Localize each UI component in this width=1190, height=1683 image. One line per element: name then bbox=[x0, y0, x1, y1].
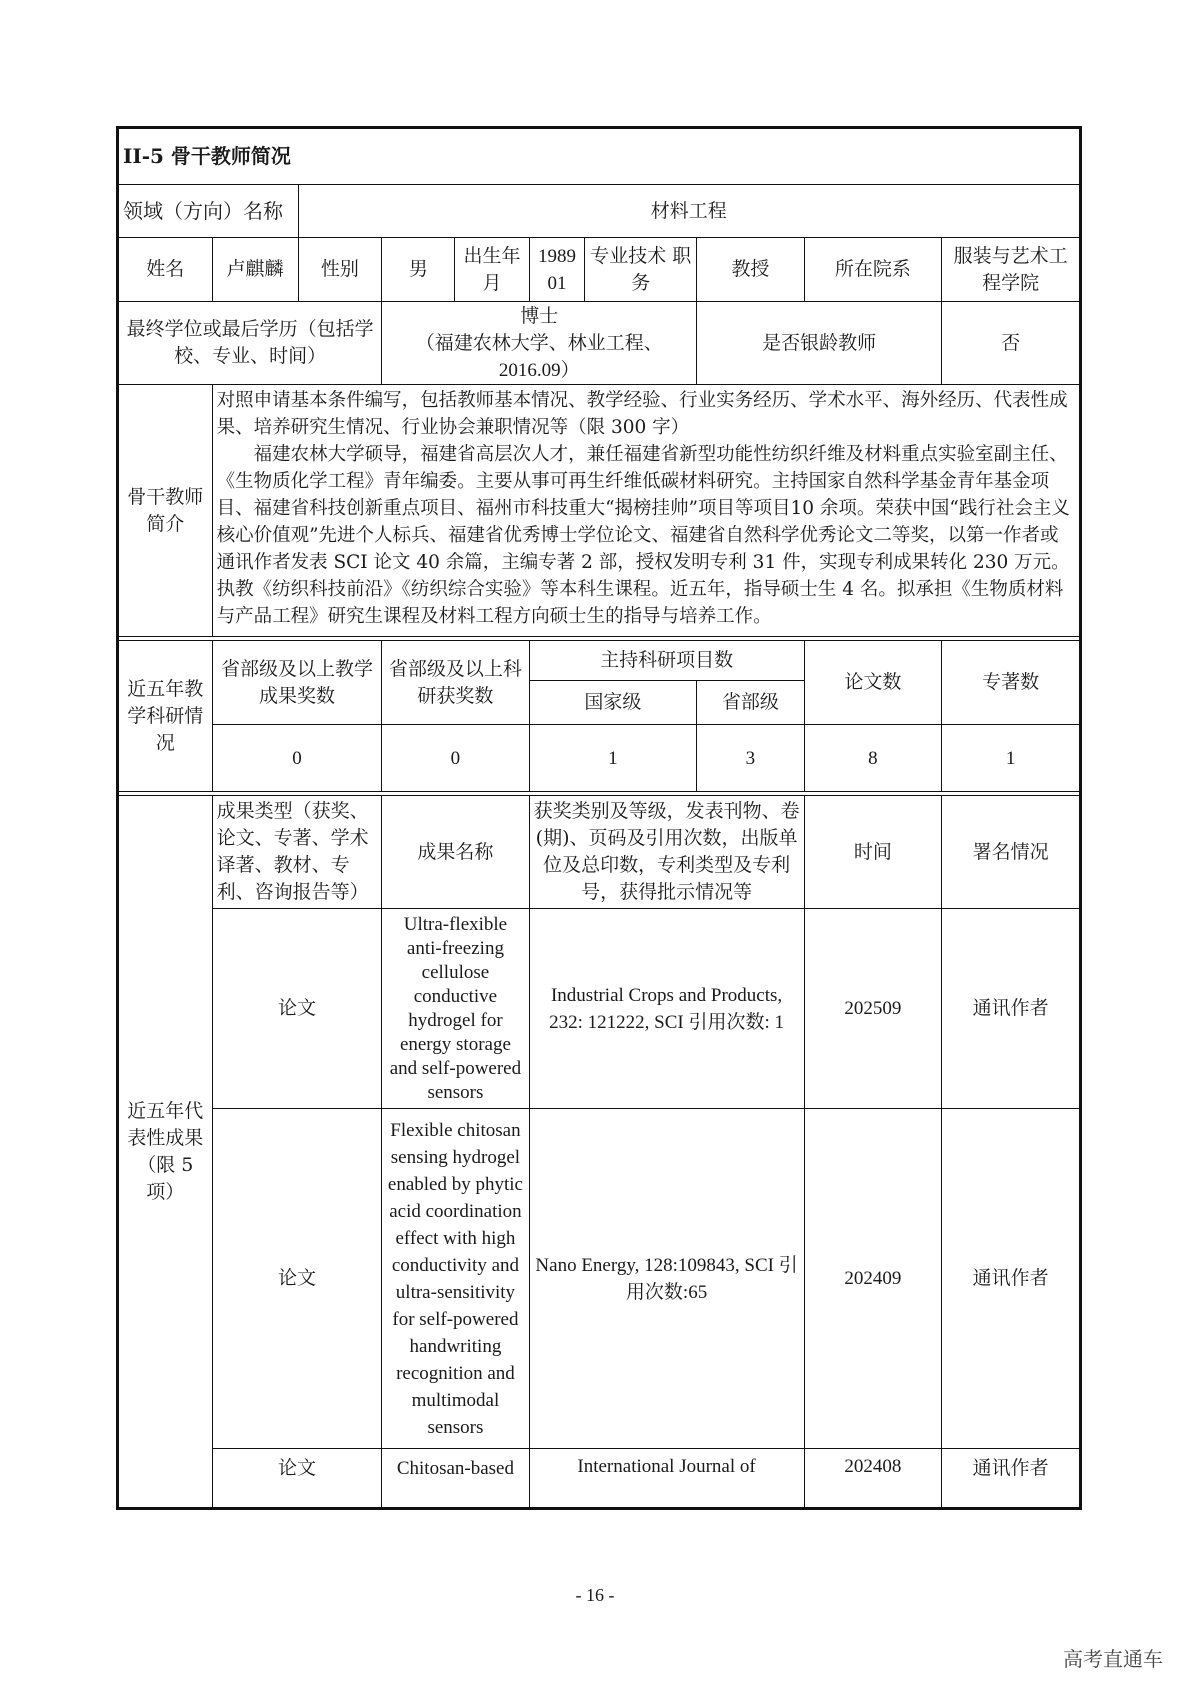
intro-label: 骨干教师简介 bbox=[118, 385, 213, 637]
stats-papers-header: 论文数 bbox=[804, 641, 942, 725]
intro-content bbox=[212, 385, 1080, 637]
dept-label: 所在院系 bbox=[804, 238, 942, 302]
ach-author: 通讯作者 bbox=[942, 909, 1081, 1109]
stats-research-header: 省部级及以上科研获奖数 bbox=[382, 641, 529, 725]
stats-national-header: 国家级 bbox=[529, 681, 697, 725]
name-label: 姓名 bbox=[118, 238, 213, 302]
ach-type: 论文 bbox=[212, 909, 382, 1109]
silver-value: 否 bbox=[942, 302, 1081, 385]
ach-name: Flexible chitosan sensing hydrogel enabled by phytic acid coordination effect with high conductivity and ultra-sensitivity for self-powered handwriting recognition and multimodal sensors bbox=[382, 1109, 529, 1449]
stats-teach-value: 0 bbox=[212, 725, 382, 792]
title-value: 教授 bbox=[697, 238, 804, 302]
stats-national-value: 1 bbox=[529, 725, 697, 792]
field-label: 领域（方向）名称 bbox=[118, 185, 299, 238]
ach-type: 论文 bbox=[212, 1109, 382, 1449]
birth-label: 出生年月 bbox=[455, 238, 529, 302]
stats-provincial-value: 3 bbox=[697, 725, 804, 792]
intro-body: 福建农林大学硕导，福建省高层次人才，兼任福建省新型功能性纺织纤维及材料重点实验室副主任、《生物质化学工程》青年编委。主要从事可再生纤维低碳材料研究。主持国家自然科学基金青年基金项目、福建省科技创新重点项目、福州市科技重大“揭榜挂帅”项目等项目10 余项。荣获中国“践行社会主义核心价值观”先进个人标兵、福建省优秀博士学位论文、福建省自然科学优秀论文二等奖，以第一作者或通讯作者发表 SCI 论文 40 余篇，主编专著 2 部，授权发明专利 31 件，实现专利成果转化 230 万元。执教《纺织科技前沿》《纺织综合实验》等本科生课程。近五年，指导硕士生 4 名。拟承担《生物质材料与产品工程》研究生课程及材料工程方向硕士生的指导与培养工作。 bbox=[216, 444, 1070, 627]
gender-label: 性别 bbox=[298, 238, 382, 302]
watermark: 高考直通车 bbox=[1063, 1647, 1163, 1671]
degree-value bbox=[382, 302, 697, 385]
ach-author: 通讯作者 bbox=[942, 1449, 1081, 1509]
gender-value: 男 bbox=[382, 238, 455, 302]
degree-label: 最终学位或最后学历（包括学校、专业、时间） bbox=[118, 302, 382, 385]
table-row bbox=[118, 909, 1081, 1109]
achievements-label: 近五年代表性成果（限 5 项） bbox=[118, 796, 213, 1509]
ach-detail: International Journal of bbox=[529, 1449, 804, 1509]
stats-research-value: 0 bbox=[382, 725, 529, 792]
ach-name: Ultra-flexible anti-freezing cellulose conductive hydrogel for energy storage and self-powered sensors bbox=[382, 909, 529, 1109]
ach-detail: Industrial Crops and Products, 232: 121222, SCI 引用次数: 1 bbox=[529, 909, 804, 1109]
stats-papers-value: 8 bbox=[804, 725, 942, 792]
section-title: II-5 骨干教师简况 bbox=[118, 128, 1081, 185]
stats-books-value: 1 bbox=[942, 725, 1081, 792]
teacher-form-table bbox=[116, 126, 1082, 1510]
degree-line-2: （福建农林大学、林业工程、 bbox=[415, 331, 663, 354]
dept-value: 服装与艺术工程学院 bbox=[942, 238, 1081, 302]
intro-instruction: 对照申请基本条件编写，包括教师基本情况、教学经验、行业实务经历、学术水平、海外经历、代表性成果、培养研究生情况、行业协会兼职情况等（限 300 字） bbox=[216, 390, 1068, 438]
silver-label: 是否银龄教师 bbox=[697, 302, 942, 385]
stats-projects-header: 主持科研项目数 bbox=[529, 641, 804, 681]
ach-type: 论文 bbox=[212, 1449, 382, 1509]
name-value: 卢麒麟 bbox=[212, 238, 298, 302]
ach-detail: Nano Energy, 128:109843, SCI 引用次数:65 bbox=[529, 1109, 804, 1449]
ach-time: 202408 bbox=[804, 1449, 942, 1509]
ach-author: 通讯作者 bbox=[942, 1109, 1081, 1449]
table-row bbox=[118, 1109, 1081, 1449]
stats-teach-header: 省部级及以上教学成果奖数 bbox=[212, 641, 382, 725]
ach-time: 202409 bbox=[804, 1109, 942, 1449]
stats-books-header: 专著数 bbox=[942, 641, 1081, 725]
field-value: 材料工程 bbox=[298, 185, 1080, 238]
page-number: - 16 - bbox=[575, 1585, 615, 1605]
birth-value: 1989 01 bbox=[529, 238, 585, 302]
title-label: 专业技术 职 务 bbox=[585, 238, 697, 302]
ach-time-header: 时间 bbox=[804, 796, 942, 909]
stats-label: 近五年教学科研情况 bbox=[118, 641, 213, 792]
form-page bbox=[116, 126, 1082, 1566]
ach-time: 202509 bbox=[804, 909, 942, 1109]
stats-provincial-header: 省部级 bbox=[697, 681, 804, 725]
ach-author-header: 署名情况 bbox=[942, 796, 1081, 909]
degree-line-1: 博士 bbox=[520, 304, 559, 327]
ach-type-header: 成果类型（获奖、论文、专著、学术译著、教材、专利、咨询报告等） bbox=[212, 796, 382, 909]
ach-name-header: 成果名称 bbox=[382, 796, 529, 909]
ach-name: Chitosan-based bbox=[382, 1449, 529, 1509]
degree-line-3: 2016.09） bbox=[498, 359, 580, 381]
table-row bbox=[118, 1449, 1081, 1509]
ach-detail-header: 获奖类别及等级，发表刊物、卷(期)、页码及引用次数，出版单位及总印数，专利类型及专利号，获得批示情况等 bbox=[529, 796, 804, 909]
